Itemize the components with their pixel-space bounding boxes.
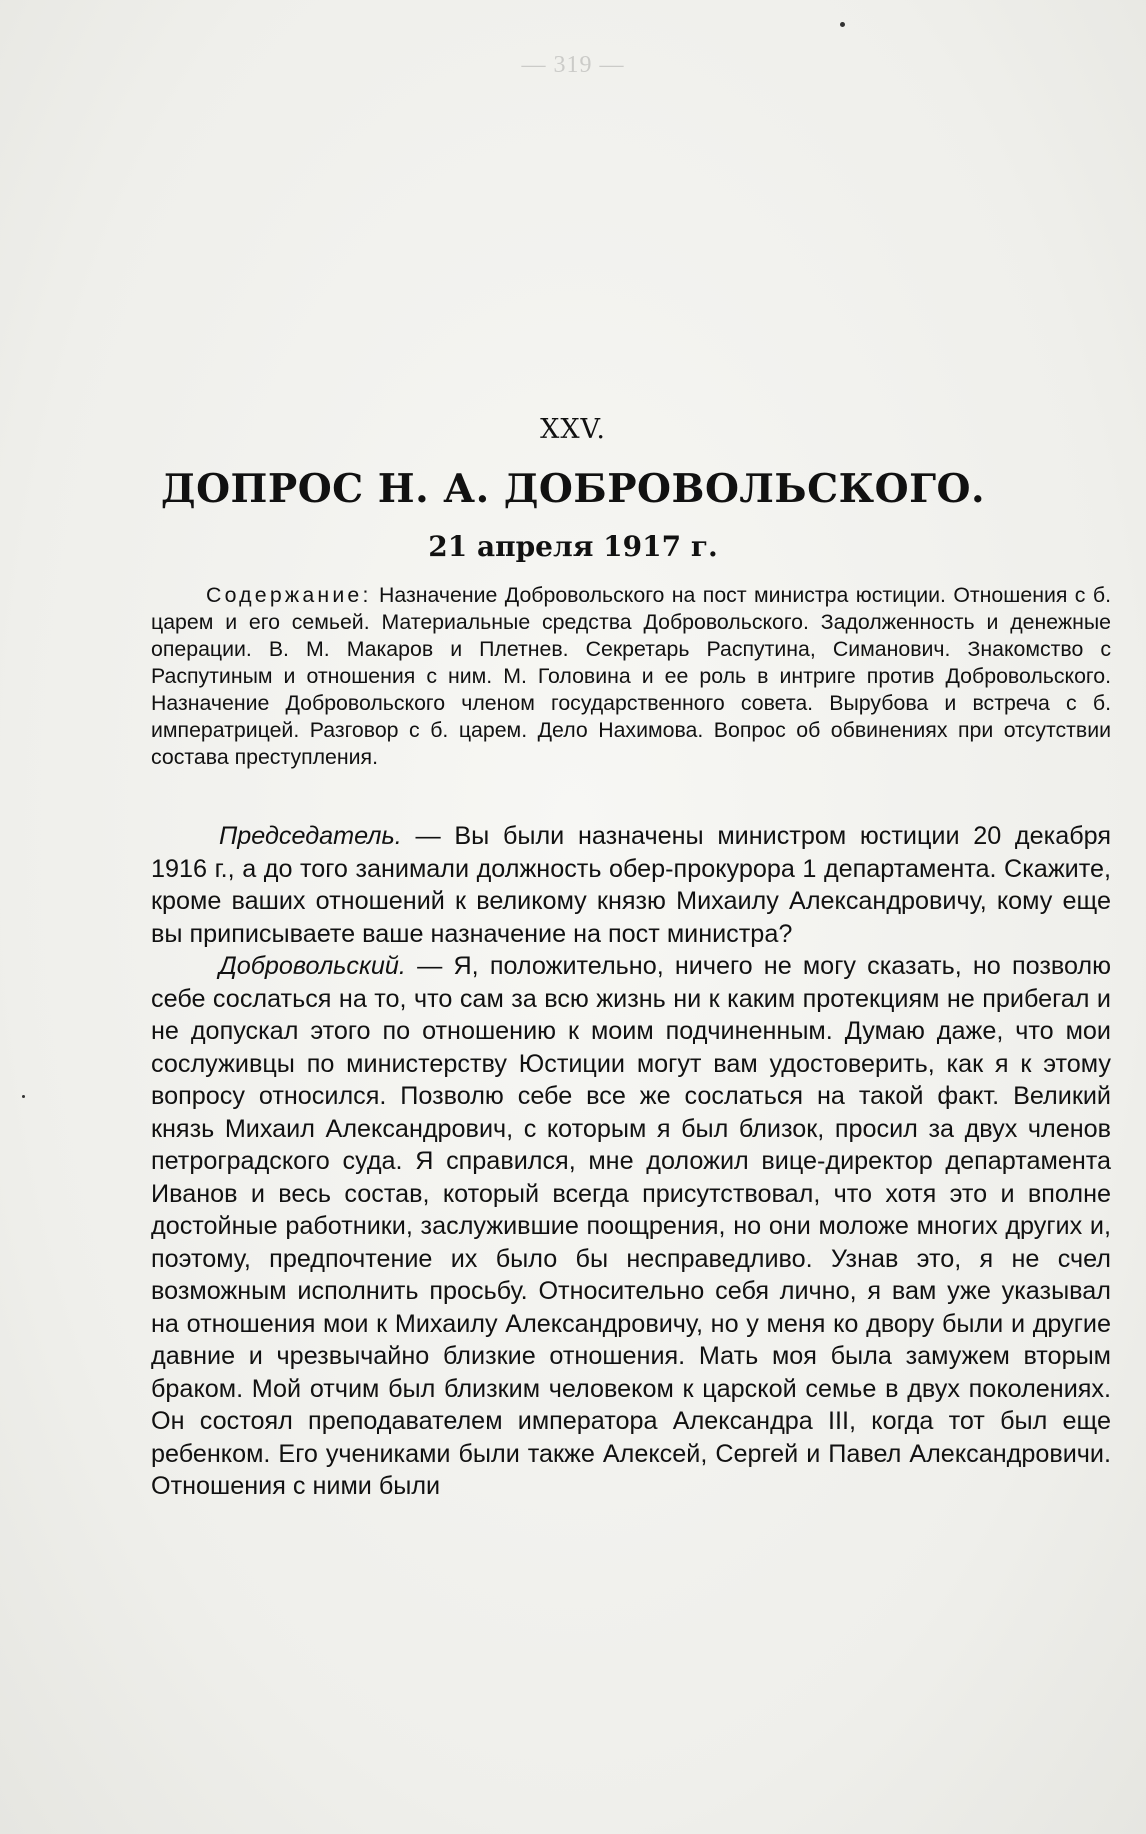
speaker-name: Председатель. (219, 822, 402, 850)
contents-text: Назначение Добровольского на пост министра юстиции. Отношения с б. царем и его семьей. Материальные средства Добровольского. Задолженность и денежные операции. В. М. Макаров и Плетнев. Секретарь Распутина, Симанович. Знакомство с Распутиным и отношения с ним. М. Головина и ее роль в интриге против Добровольского. Назначение Добровольского членом государственного совета. Вырубова и встреча с б. императрицей. Разговор с б. царем. Дело Нахимова. Вопрос об обвинениях при отсутствии состава преступления. (151, 583, 1111, 769)
page-number-bleed: — 319 — (521, 52, 625, 78)
dialogue-paragraph (151, 820, 1111, 950)
chapter-number: XXV. (540, 414, 606, 445)
dialogue-paragraph (151, 950, 1111, 1503)
speaker-name: Добровольский. (219, 952, 406, 980)
print-speck (22, 1095, 25, 1098)
contents-summary (151, 582, 1111, 771)
speech-text: — Вы были назначены министром юстиции 20 декабря 1916 г., а до того занимали должность обер-прокурора 1 департамента. Скажите, кроме ваших отношений к великому князю Михаилу Александровичу, кому еще вы приписываете ваше назначение на пост министра? (151, 822, 1112, 948)
transcript-body (151, 820, 1111, 1503)
page-title: ДОПРОС Н. А. ДОБРОВОЛЬСКОГО. (160, 466, 986, 512)
interrogation-date: 21 апреля 1917 г. (428, 530, 718, 563)
print-speck (840, 22, 845, 27)
contents-label: Содержание: (206, 583, 372, 607)
speech-text: — Я, положительно, ничего не могу сказать, но позволю себе сослаться на то, что сам за всю жизнь ни к каким протекциям не прибегал и не допускал этого по отношению к моим подчиненным. Думаю даже, что мои сослуживцы по министерству Юстиции могут вам удостоверить, как я к этому вопросу относился. Позволю себе все же сослаться на такой факт. Великий князь Михаил Александрович, с которым я был близок, просил за двух членов петроградского суда. Я справился, мне доложил вице-директор департамента Иванов и весь состав, который всегда присутствовал, что хотя это и вполне достойные работники, заслужившие поощрения, но они моложе многих других и, поэтому, предпочтение их было бы несправедливо. Узнав это, я не счел возможным исполнить просьбу. Относительно себя лично, я вам уже указывал на отношения мои к Михаилу Александровичу, но у меня ко двору были и другие давние и чрезвычайно близкие отношения. Мать моя была замужем вторым браком. Мой отчим был близким человеком к царской семье в двух поколениях. Он состоял преподавателем императора Александра III, когда тот был еще ребенком. Его учениками были также Алексей, Сергей и Павел Александровичи. Отношения с ними были (151, 952, 1112, 1500)
